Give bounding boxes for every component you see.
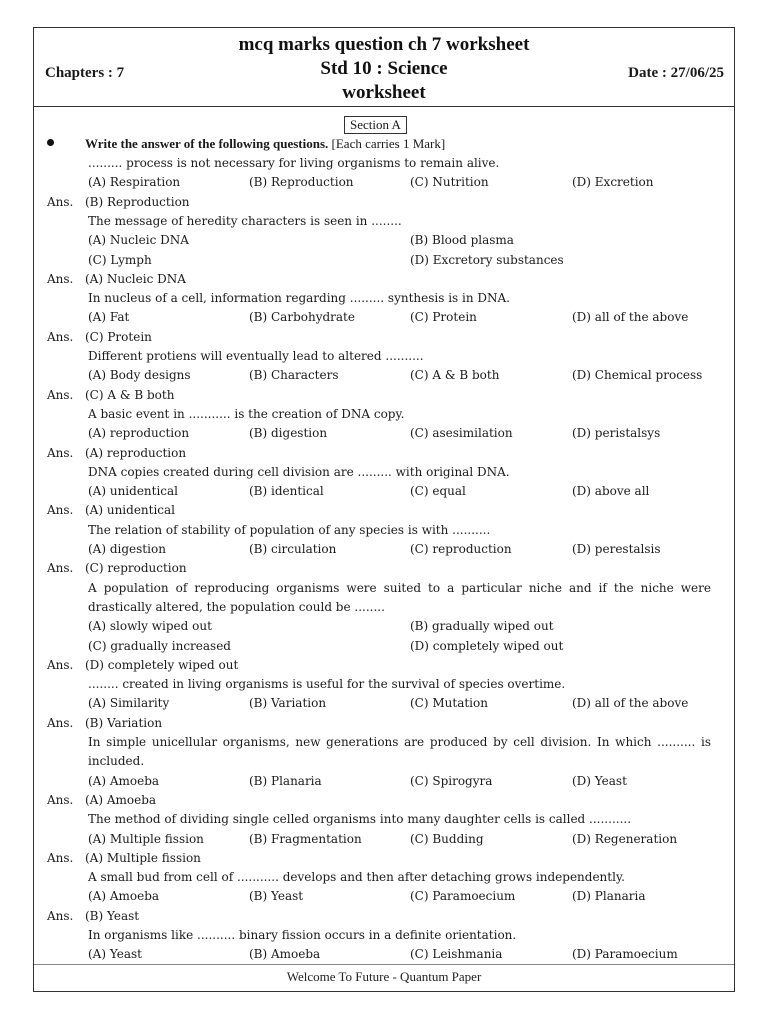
answer-label: Ans. [47, 503, 74, 518]
answer-label: Ans. [47, 561, 74, 576]
bullet-icon [47, 139, 54, 146]
option-d: (D) all of the above [572, 696, 689, 711]
answer-label: Ans. [47, 657, 74, 672]
option-c: (C) Paramoecium [410, 889, 516, 904]
option-b: (B) Planaria [249, 773, 322, 788]
answer-value: (B) Reproduction [85, 194, 190, 209]
worksheet-frame [33, 27, 735, 992]
option-c: (C) Mutation [410, 696, 488, 711]
answer-value: (A) Amoeba [85, 792, 157, 807]
chapters-label: Chapters : 7 [45, 65, 125, 81]
answer-value: (A) unidentical [85, 503, 176, 518]
option-a: (A) Amoeba [88, 889, 160, 904]
worksheet-header [34, 28, 734, 107]
answer-label: Ans. [47, 715, 74, 730]
question-text: DNA copies created during cell division are ......... with original DNA. [88, 464, 510, 479]
option-d: (D) Yeast [572, 773, 627, 788]
answer-value: (C) A & B both [85, 387, 175, 402]
option-b: (B) Fragmentation [249, 831, 362, 846]
answer-label: Ans. [47, 387, 74, 402]
option-b: (B) circulation [249, 542, 337, 556]
option-d: (D) Excretion [572, 175, 654, 190]
question-text: In organisms like .......... binary fission occurs in a definite orientation. [88, 928, 517, 942]
question-text: In nucleus of a cell, information regarding ......... synthesis is in DNA. [88, 291, 510, 306]
question-text: A population of reproducing organisms were suited to a particular niche and if the niche were [88, 580, 711, 595]
answer-value: (C) reproduction [85, 561, 187, 576]
option-b: (B) Characters [249, 368, 339, 383]
instruction-text: Write the answer of the following questions. [85, 136, 329, 151]
option-d: (D) Chemical process [572, 368, 703, 383]
option-a: (A) Multiple fission [88, 831, 204, 846]
question-text: The message of heredity characters is seen in ........ [88, 213, 402, 228]
option-d: (D) peristalsys [572, 426, 661, 441]
answer-label: Ans. [47, 194, 74, 209]
option-c: (C) Nutrition [410, 175, 489, 190]
option-a: (A) digestion [88, 542, 166, 556]
option-b: (B) Variation [249, 696, 327, 711]
option-b: (B) Carbohydrate [249, 310, 355, 325]
answer-value: (C) Protein [85, 329, 152, 344]
option-d: (D) Planaria [572, 889, 646, 904]
question-text: A basic event in ........... is the creation of DNA copy. [88, 406, 405, 421]
option-d: (D) Regeneration [572, 831, 678, 846]
answer-value: (A) Multiple fission [85, 850, 201, 865]
option-d: (D) above all [572, 484, 650, 499]
option-d: (D) completely wiped out [410, 638, 564, 653]
answer-value: (D) completely wiped out [85, 657, 239, 672]
answer-label: Ans. [47, 792, 74, 807]
option-c: (C) Protein [410, 310, 477, 325]
option-a: (A) Fat [88, 310, 130, 325]
title-line-1: mcq marks question ch 7 worksheet [238, 34, 530, 55]
option-c: (C) equal [410, 484, 466, 499]
question-text: ......... process is not necessary for living organisms to remain alive. [88, 156, 500, 170]
option-a: (A) Yeast [88, 947, 142, 962]
answer-label: Ans. [47, 908, 74, 923]
option-b: (B) Blood plasma [410, 233, 514, 248]
option-b: (B) Reproduction [249, 175, 354, 190]
date-label: Date : 27/06/25 [628, 65, 724, 81]
option-a: (A) Similarity [88, 696, 170, 711]
option-b: (B) gradually wiped out [410, 619, 554, 634]
option-b: (B) identical [249, 484, 324, 499]
page-footer: Welcome To Future - Quantum Paper [34, 964, 734, 991]
option-a: (A) reproduction [88, 426, 190, 441]
answer-value: (A) reproduction [85, 445, 187, 460]
question-text: A small bud from cell of ........... develops and then after detaching grows independently. [88, 870, 625, 885]
option-c: (C) gradually increased [88, 638, 231, 653]
section-heading: Section A [344, 116, 407, 134]
option-a: (A) Body designs [88, 368, 191, 383]
option-d: (D) Excretory substances [410, 252, 564, 267]
option-d: (D) perestalsis [572, 542, 661, 556]
option-a: (A) Respiration [88, 175, 181, 190]
instruction-marks: [Each carries 1 Mark] [331, 136, 446, 151]
question-text: included. [88, 754, 145, 769]
option-a: (A) unidentical [88, 484, 179, 499]
option-a: (A) Nucleic DNA [88, 233, 189, 248]
option-b: (B) Yeast [249, 889, 304, 904]
question-text: Different protiens will eventually lead to altered .......... [88, 349, 424, 363]
answer-label: Ans. [47, 445, 74, 460]
option-c: (C) Spirogyra [410, 773, 493, 788]
title-line-3: worksheet [342, 82, 426, 103]
option-c: (C) Leishmania [410, 947, 503, 962]
instruction [85, 136, 445, 152]
option-a: (A) Amoeba [88, 773, 160, 788]
answer-label: Ans. [47, 850, 74, 865]
option-a: (A) slowly wiped out [88, 619, 212, 634]
question-text: drastically altered, the population could be ........ [88, 599, 385, 614]
option-c: (C) reproduction [410, 542, 512, 556]
answer-value: (B) Variation [85, 715, 163, 730]
answer-label: Ans. [47, 271, 74, 286]
option-b: (B) Amoeba [249, 947, 321, 962]
answer-value: (A) Nucleic DNA [85, 271, 186, 286]
option-c: (C) Lymph [88, 252, 152, 267]
question-text: In simple unicellular organisms, new generations are produced by cell division. In which .......... is [88, 735, 711, 749]
option-d: (D) Paramoecium [572, 947, 678, 962]
option-b: (B) digestion [249, 426, 328, 441]
question-text: ........ created in living organisms is useful for the survival of species overtime. [88, 677, 566, 692]
option-c: (C) A & B both [410, 368, 500, 383]
question-text: The method of dividing single celled organisms into many daughter cells is called ........... [88, 812, 632, 827]
question-text: The relation of stability of population of any species is with .......... [88, 522, 491, 537]
title-line-2: Std 10 : Science [320, 58, 448, 79]
answer-label: Ans. [47, 329, 74, 344]
option-d: (D) all of the above [572, 310, 689, 325]
option-c: (C) asesimilation [410, 426, 513, 441]
option-c: (C) Budding [410, 831, 484, 846]
answer-value: (B) Yeast [85, 908, 140, 923]
